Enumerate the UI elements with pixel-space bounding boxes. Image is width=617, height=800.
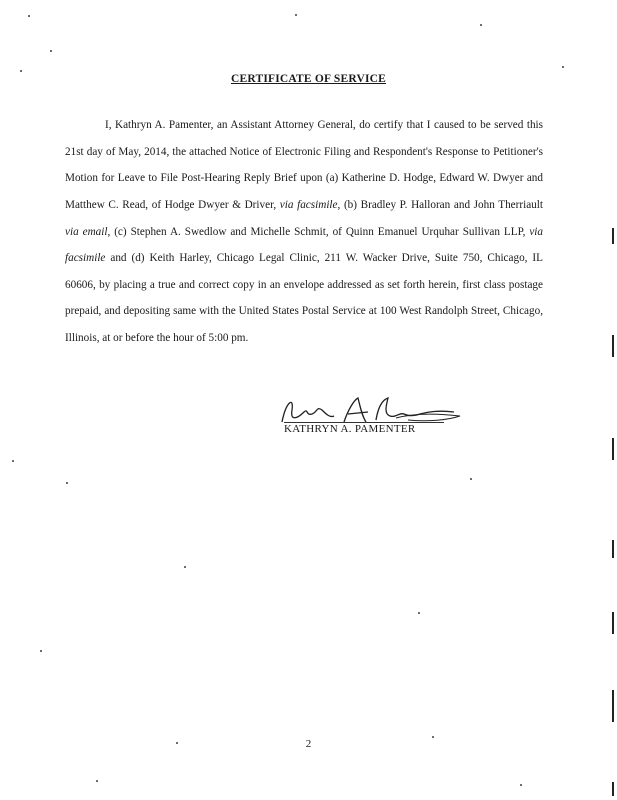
scan-speck bbox=[20, 70, 22, 72]
scan-speck bbox=[50, 50, 52, 52]
scan-speck bbox=[520, 784, 522, 786]
paragraph-via-email: via email bbox=[65, 225, 108, 238]
scan-speck bbox=[176, 742, 178, 744]
paragraph-text-1: I, Kathryn A. Pamenter, an Assistant Attorney General, do certify that I caused to be served this 21st day of May, 2014, the attached Notice of Electronic Filing and Respondent's Response to Petitioner's Motion for Leave to File Post-Hearing Reply Brief upon (a) Katherine D. Hodge, Edward W. Dwyer and Matthew C. Read, of Hodge Dwyer & Driver, bbox=[65, 119, 543, 211]
scan-speck bbox=[184, 566, 186, 568]
scan-margin-mark bbox=[612, 782, 614, 796]
paragraph-text-2: , (b) Bradley P. Halloran and John Therriault bbox=[337, 198, 543, 211]
paragraph-via-facsimile-2: via facsimile bbox=[65, 225, 543, 265]
scan-speck bbox=[12, 460, 14, 462]
scan-speck bbox=[562, 66, 564, 68]
signer-name: KATHRYN A. PAMENTER bbox=[284, 422, 444, 435]
scan-margin-mark bbox=[612, 540, 614, 558]
scan-speck bbox=[418, 612, 420, 614]
scan-speck bbox=[470, 478, 472, 480]
paragraph-via-facsimile-1: via facsimile bbox=[279, 198, 338, 211]
scan-speck bbox=[96, 780, 98, 782]
scan-margin-mark bbox=[612, 335, 614, 357]
scan-speck bbox=[66, 482, 68, 484]
certificate-paragraph bbox=[65, 112, 543, 351]
scan-speck bbox=[28, 15, 30, 17]
scan-speck bbox=[40, 650, 42, 652]
signature-block bbox=[268, 392, 468, 442]
scan-speck bbox=[295, 14, 297, 16]
scan-margin-mark bbox=[612, 690, 614, 722]
page-number: 2 bbox=[305, 738, 312, 750]
scan-margin-mark bbox=[612, 438, 614, 460]
scan-margin-mark bbox=[612, 612, 614, 634]
document-title: CERTIFICATE OF SERVICE bbox=[230, 73, 387, 85]
paragraph-text-4: and (d) Keith Harley, Chicago Legal Clinic, 211 W. Wacker Drive, Suite 750, Chicago, IL 60606, by placing a true and correct copy in an envelope addressed as set forth herein, first class postage prepaid, and depositing same with the United States Postal Service at 100 West Randolph Street, Chicago, Illinois, at or before the hour of 5:00 pm. bbox=[65, 252, 543, 344]
scan-speck bbox=[480, 24, 482, 26]
scan-margin-mark bbox=[612, 228, 614, 244]
paragraph-text-3: , (c) Stephen A. Swedlow and Michelle Schmit, of Quinn Emanuel Urquhar Sullivan LLP, bbox=[107, 225, 530, 238]
scan-speck bbox=[432, 736, 434, 738]
